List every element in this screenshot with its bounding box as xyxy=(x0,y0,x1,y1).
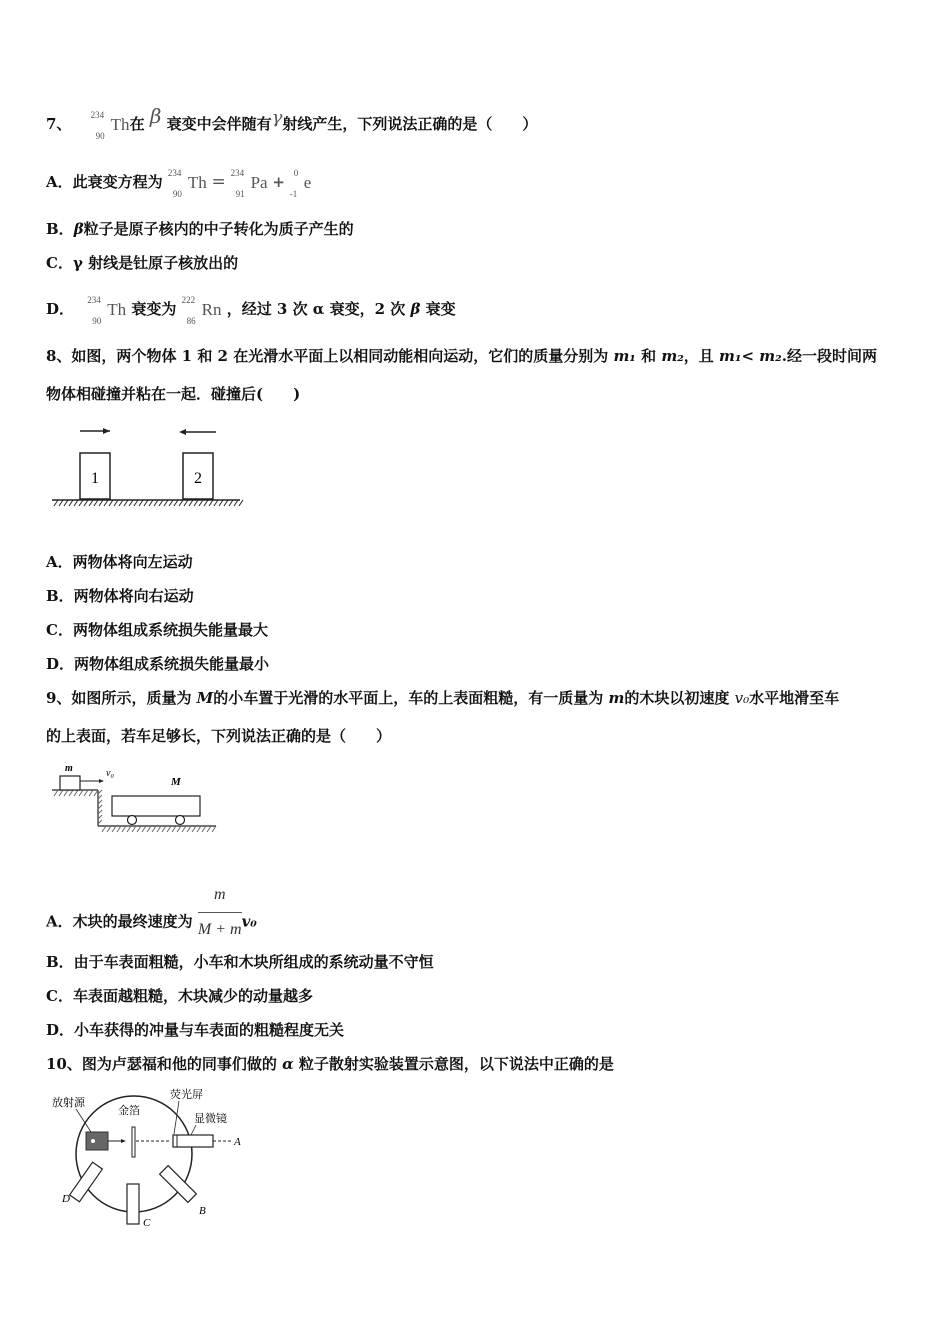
svg-text:C: C xyxy=(143,1217,151,1229)
q10-scattering-figure xyxy=(46,1084,256,1234)
q8-option-b[interactable]: B．两物体将向右运动 xyxy=(46,587,194,605)
q9-cart-figure xyxy=(46,758,221,838)
q9-stem-line2: 的上表面，若车足够长，下列说法正确的是（ ） xyxy=(46,727,392,745)
gold-foil xyxy=(132,1127,135,1157)
cart-M xyxy=(112,796,200,816)
q8-option-d[interactable]: D．两物体组成系统损失能量最小 xyxy=(46,655,270,673)
svg-text:D: D xyxy=(62,1193,70,1205)
svg-text:放射源: 放射源 xyxy=(52,1097,85,1109)
q7-option-d[interactable]: D． 234 90 Th 衰变为 222 86 Rn ，经过 3 次 α 衰变，2 次 β 衰变 xyxy=(46,295,456,326)
svg-text:A: A xyxy=(234,1136,241,1148)
block-m xyxy=(60,776,80,790)
svg-text:m: m xyxy=(65,763,73,774)
q9-option-c[interactable]: C．车表面越粗糙，木块减少的动量越多 xyxy=(46,987,313,1005)
q8-collision-figure xyxy=(46,420,246,515)
block-1-label: 1 xyxy=(91,470,99,487)
velocity-fraction: $\frac{m}{M + m}$ xyxy=(198,880,242,945)
q9-stem-line1: 9、如图所示，质量为 M的小车置于光滑的水平面上，车的上表面粗糙，有一质量为 m的木块以初速度 v₀水平地滑至车 xyxy=(46,689,840,707)
block-2-label: 2 xyxy=(194,470,202,487)
q8-option-a[interactable]: A．两物体将向左运动 xyxy=(46,553,193,571)
q8-stem-line2: 物体相碰撞并粘在一起．碰撞后( ) xyxy=(46,385,301,403)
svg-text:B: B xyxy=(199,1205,206,1217)
q9-option-b[interactable]: B．由于车表面粗糙，小车和木块所组成的系统动量不守恒 xyxy=(46,953,434,971)
svg-text:M: M xyxy=(171,776,181,788)
svg-text:金箔: 金箔 xyxy=(118,1105,140,1117)
svg-text:显微镜: 显微镜 xyxy=(194,1113,227,1125)
q9-option-a[interactable]: A．木块的最终速度为 $\frac{m}{M + m}$ v₀ xyxy=(46,890,257,920)
decay-equation: 234 90 Th = 234 91 Pa + 0 -1 e xyxy=(167,168,312,199)
q8-stem-line1: 8、如图，两个物体 1 和 2 在光滑水平面上以相同动能相向运动，它们的质量分别为 m₁ 和 m₂，且 m₁< m₂.经一段时间两 xyxy=(46,347,877,365)
q10-stem: 10、图为卢瑟福和他的同事们做的 α 粒子散射实验装置示意图，以下说法中正确的是 xyxy=(46,1055,614,1073)
radiation-source xyxy=(86,1132,108,1150)
q7-option-a[interactable]: A．此衰变方程为 234 90 Th = 234 91 Pa + 0 -1 e xyxy=(46,168,312,199)
q7-option-b[interactable]: B．β粒子是原子核内的中子转化为质子产生的 xyxy=(46,220,354,238)
svg-text:v₀: v₀ xyxy=(106,768,114,779)
microscope-a xyxy=(173,1135,213,1147)
q8-option-c[interactable]: C．两物体组成系统损失能量最大 xyxy=(46,621,268,639)
svg-text:荧光屏: 荧光屏 xyxy=(170,1089,203,1101)
microscope-c xyxy=(127,1184,139,1224)
q7-option-c[interactable]: C．γ 射线是钍原子核放出的 xyxy=(46,254,239,272)
thorium-nuclide: 234 90 Th xyxy=(90,110,130,141)
q9-option-d[interactable]: D．小车获得的冲量与车表面的粗糙程度无关 xyxy=(46,1021,345,1039)
q7-stem: 7、 234 90 Th在 β 衰变中会伴随有γ射线产生，下列说法正确的是（ ） xyxy=(46,104,538,141)
